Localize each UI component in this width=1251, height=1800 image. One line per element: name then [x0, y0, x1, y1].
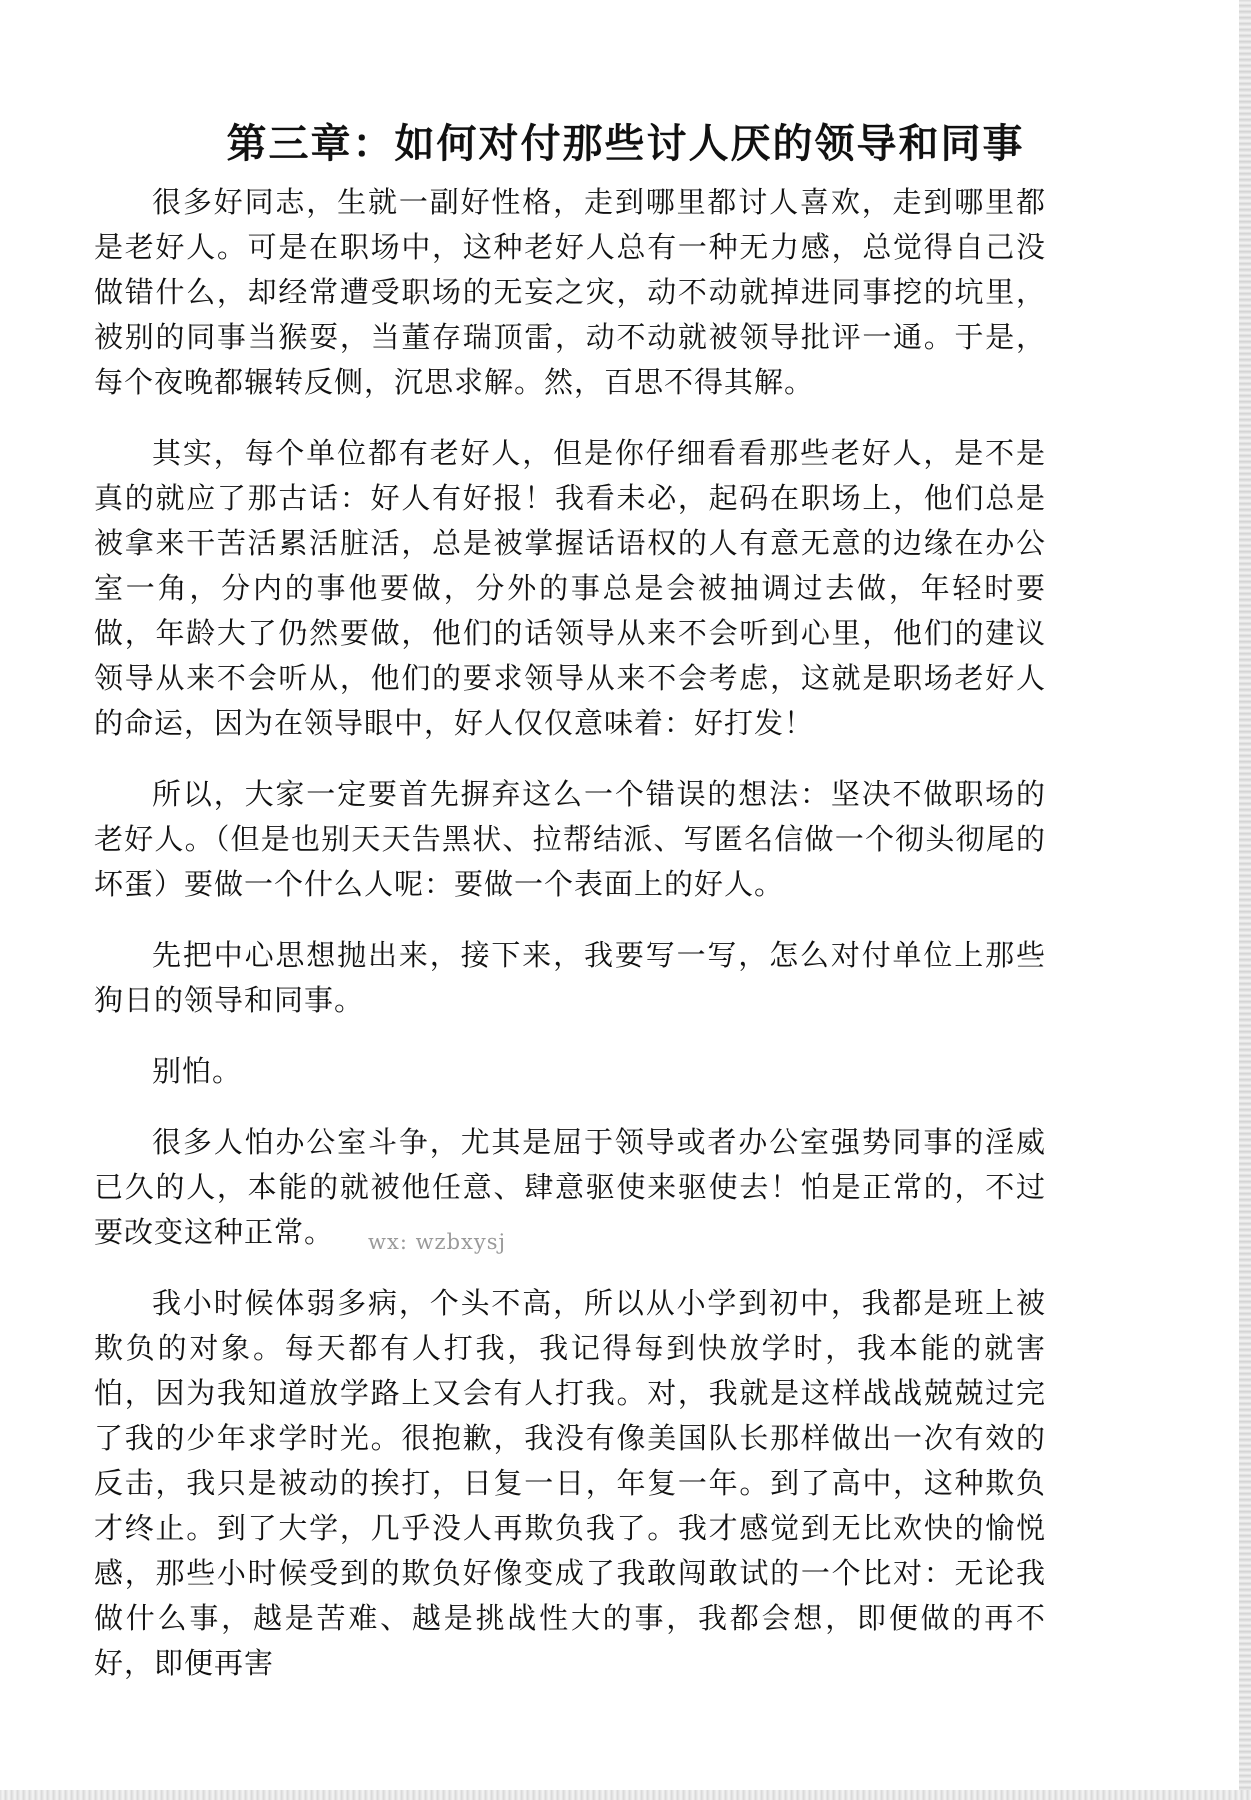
- chapter-title: 第三章：如何对付那些讨人厌的领导和同事: [226, 120, 1025, 167]
- watermark: wx: wzbxysj: [368, 1230, 507, 1254]
- scan-edge-right: [1239, 0, 1251, 1800]
- paragraph-7: 我小时候体弱多病，个头不高，所以从小学到初中，我都是班上被欺负的对象。每天都有人打我，我记得每到快放学时，我本能的就害怕，因为我知道放学路上又会有人打我。对，我就是这样战战兢兢过完了我的少年求学时光。很抱歉，我没有像美国队长那样做出一次有效的反击，我只是被动的挨打，日复一日，年复一年。到了高中，这种欺负才终止。到了大学，几乎没人再欺负我了。我才感觉到无比欢快的愉悦感，那些小时候受到的欺负好像变成了我敢闯敢试的一个比对：无论我做什么事，越是苦难、越是挑战性大的事，我都会想，即便做的再不好，即便再害: [94, 1286, 1046, 1680]
- paragraph-3: 所以，大家一定要首先摒弃这么一个错误的想法：坚决不做职场的老好人。（但是也别天天告黑状、拉帮结派、写匿名信做一个彻头彻尾的坏蛋）要做一个什么人呢：要做一个表面上的好人。: [94, 777, 1046, 901]
- paragraph-6: 很多人怕办公室斗争，尤其是屈于领导或者办公室强势同事的淫威已久的人，本能的就被他任意、肆意驱使来驱使去！怕是正常的，不过要改变这种正常。: [94, 1125, 1046, 1249]
- scan-edge-bottom: [0, 1790, 1251, 1800]
- paragraph-1: 很多好同志，生就一副好性格，走到哪里都讨人喜欢，走到哪里都是老好人。可是在职场中，这种老好人总有一种无力感，总觉得自己没做错什么，却经常遭受职场的无妄之灾，动不动就掉进同事挖的坑里，被别的同事当猴耍，当董存瑞顶雷，动不动就被领导批评一通。于是，每个夜晚都辗转反侧，沉思求解。然，百思不得其解。: [94, 185, 1046, 399]
- paragraph-2: 其实，每个单位都有老好人，但是你仔细看看那些老好人，是不是真的就应了那古话：好人有好报！我看未必，起码在职场上，他们总是被拿来干苦活累活脏活，总是被掌握话语权的人有意无意的边缘在办公室一角，分内的事他要做，分外的事总是会被抽调过去做，年轻时要做，年龄大了仍然要做，他们的话领导从来不会听到心里，他们的建议领导从来不会听从，他们的要求领导从来不会考虑，这就是职场老好人的命运，因为在领导眼中，好人仅仅意味着：好打发！: [94, 436, 1046, 740]
- paragraph-4: 先把中心思想抛出来，接下来，我要写一写，怎么对付单位上那些狗日的领导和同事。: [94, 938, 1046, 1017]
- paragraph-5: 别怕。: [152, 1054, 243, 1088]
- chapter-body: [94, 180, 1046, 1712]
